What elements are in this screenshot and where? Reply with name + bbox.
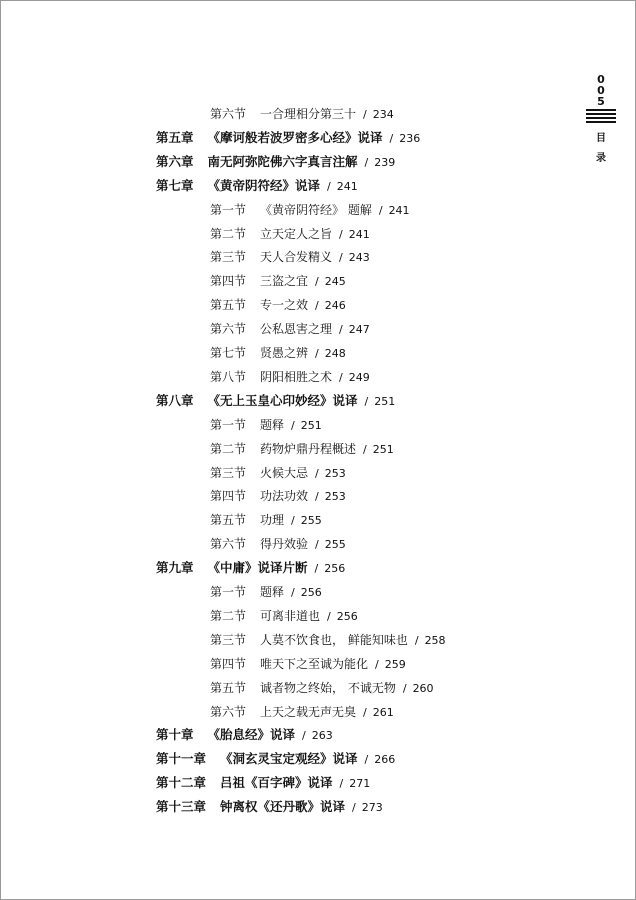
- toc-chapter-entry[interactable]: [156, 155, 395, 169]
- page-number-digit: 0: [597, 73, 605, 86]
- toc-separator: /: [363, 706, 367, 719]
- toc-page-number: 243: [348, 251, 370, 264]
- toc-section-entry[interactable]: [210, 370, 370, 384]
- toc-page-number: 253: [324, 490, 346, 503]
- toc-section-entry[interactable]: [210, 107, 394, 121]
- page-number-digit: 5: [597, 95, 605, 108]
- toc-page-number: 239: [374, 156, 396, 169]
- page-side-marker: [586, 74, 616, 169]
- toc-separator: /: [414, 634, 419, 647]
- toc-section-entry[interactable]: [210, 657, 406, 671]
- toc-entry-title: 可离非道也: [260, 609, 321, 623]
- toc-entry-title: 一合理相分第三十: [260, 107, 357, 121]
- toc-page-number: 251: [300, 419, 322, 432]
- toc-page-number: 246: [324, 299, 346, 312]
- toc-page-number: 271: [349, 777, 371, 790]
- toc-section-entry[interactable]: [210, 537, 346, 551]
- toc-entry-label: 第十二章: [156, 775, 207, 790]
- toc-section-entry[interactable]: [210, 227, 370, 241]
- toc-entry-label: 第六节: [210, 107, 247, 121]
- toc-entry-title: 贤愚之辨: [260, 346, 309, 360]
- toc-separator: /: [314, 562, 319, 575]
- toc-section-entry[interactable]: [210, 274, 346, 288]
- toc-section-entry[interactable]: [210, 298, 346, 312]
- toc-page-number: 253: [324, 467, 346, 480]
- toc-chapter-entry[interactable]: [156, 800, 383, 814]
- toc-chapter-entry[interactable]: [156, 752, 395, 766]
- toc-entry-label: 第六节: [210, 322, 247, 336]
- toc-separator: /: [339, 228, 343, 241]
- toc-page-number: 258: [424, 634, 446, 647]
- toc-page-number: 256: [336, 610, 358, 623]
- toc-entry-label: 第六节: [210, 537, 247, 551]
- toc-entry-title: 《摩诃般若波罗密多心经》说译: [207, 130, 383, 145]
- toc-entry-label: 第四节: [210, 274, 247, 288]
- toc-entry-title: 吕祖《百字碑》说译: [220, 775, 333, 790]
- toc-separator: /: [375, 658, 379, 671]
- toc-section-entry[interactable]: [210, 633, 446, 647]
- toc-separator: /: [339, 777, 344, 790]
- toc-section-entry[interactable]: [210, 203, 410, 217]
- toc-entry-title: 题释: [260, 585, 285, 599]
- toc-entry-label: 第九章: [156, 560, 194, 575]
- toc-entry-title: 火候大忌: [260, 466, 309, 480]
- toc-page-number: 255: [300, 514, 322, 527]
- toc-chapter-entry[interactable]: [156, 728, 333, 742]
- toc-separator: /: [339, 371, 343, 384]
- toc-entry-title: 《黄帝阴符经》说译: [207, 178, 321, 193]
- toc-entry-title: 《黄帝阴符经》 题解: [260, 203, 372, 217]
- toc-entry-title: 专一之效: [260, 298, 309, 312]
- toc-separator: /: [302, 729, 306, 742]
- toc-section-entry[interactable]: [210, 585, 322, 599]
- toc-page-number: 256: [324, 562, 346, 575]
- toc-entry-title: 功法功效: [260, 489, 309, 503]
- toc-chapter-entry[interactable]: [156, 776, 370, 790]
- toc-separator: /: [364, 395, 369, 408]
- toc-entry-title: 功理: [260, 513, 285, 527]
- toc-page-number: 251: [374, 395, 396, 408]
- toc-page-number: 236: [399, 132, 421, 145]
- toc-separator: /: [364, 156, 369, 169]
- toc-page-number: 263: [311, 729, 333, 742]
- toc-separator: /: [327, 180, 331, 193]
- toc-entry-title: 人莫不饮食也， 鲜能知味也: [260, 633, 408, 647]
- toc-section-entry[interactable]: [210, 418, 322, 432]
- decorative-bars: [586, 109, 616, 123]
- toc-entry-title: 药物炉鼎丹程概述: [260, 442, 357, 456]
- toc-chapter-entry[interactable]: [156, 394, 395, 408]
- toc-entry-label: 第五章: [156, 130, 194, 145]
- toc-separator: /: [315, 490, 319, 503]
- toc-page-number: 255: [324, 538, 346, 551]
- toc-entry-title: 天人合发精义: [260, 250, 333, 264]
- toc-entry-title: 题释: [260, 418, 285, 432]
- toc-separator: /: [291, 419, 295, 432]
- toc-entry-label: 第三节: [210, 250, 247, 264]
- toc-page-number: 248: [324, 347, 346, 360]
- toc-separator: /: [327, 610, 331, 623]
- toc-page-number: 273: [361, 801, 383, 814]
- toc-page-number: 259: [384, 658, 406, 671]
- toc-entry-title: 南无阿弥陀佛六字真言注解: [207, 154, 358, 169]
- toc-chapter-entry[interactable]: [156, 561, 345, 575]
- toc-section-entry[interactable]: [210, 513, 322, 527]
- toc-page-number: 241: [348, 228, 370, 241]
- toc-separator: /: [291, 586, 295, 599]
- toc-separator: /: [339, 251, 343, 264]
- toc-entry-label: 第七章: [156, 178, 194, 193]
- toc-page-number: 256: [300, 586, 322, 599]
- toc-separator: /: [363, 108, 367, 121]
- toc-section-entry[interactable]: [210, 705, 394, 719]
- toc-entry-label: 第十三章: [156, 799, 207, 814]
- toc-entry-title: 三盗之宜: [260, 274, 309, 288]
- toc-entry-label: 第三节: [210, 633, 247, 647]
- toc-entry-label: 第十章: [156, 727, 194, 742]
- toc-entry-label: 第一节: [210, 585, 247, 599]
- toc-separator: /: [339, 323, 343, 336]
- toc-entry-label: 第二节: [210, 609, 247, 623]
- section-title-char: 录: [596, 153, 606, 164]
- toc-entry-label: 第五节: [210, 513, 247, 527]
- toc-page-number: 266: [374, 753, 396, 766]
- toc-separator: /: [315, 538, 319, 551]
- toc-section-entry[interactable]: [210, 681, 434, 695]
- page-number: [586, 74, 616, 107]
- toc-entry-title: 诚者物之终始， 不诚无物: [260, 681, 396, 695]
- toc-separator: /: [389, 132, 394, 145]
- toc-separator: /: [315, 299, 319, 312]
- toc-page-number: 249: [348, 371, 370, 384]
- toc-section-entry[interactable]: [210, 346, 346, 360]
- toc-section-entry[interactable]: [210, 489, 346, 503]
- toc-entry-label: 第七节: [210, 346, 247, 360]
- toc-entry-title: 唯天下之至诚为能化: [260, 657, 369, 671]
- toc-entry-title: 阴阳相胜之术: [260, 370, 333, 384]
- toc-entry-title: 公私恩害之理: [260, 322, 333, 336]
- toc-separator: /: [402, 682, 407, 695]
- toc-entry-label: 第五节: [210, 681, 247, 695]
- toc-entry-label: 第一节: [210, 203, 247, 217]
- toc-separator: /: [352, 801, 356, 814]
- page-number-digit: 0: [597, 84, 605, 97]
- toc-chapter-entry[interactable]: [156, 179, 358, 193]
- toc-page-number: 251: [372, 443, 394, 456]
- section-title-char: 目: [596, 133, 606, 144]
- toc-entry-title: 《中庸》说译片断: [207, 560, 308, 575]
- toc-page-number: 261: [372, 706, 394, 719]
- toc-separator: /: [315, 347, 319, 360]
- toc-entry-label: 第八章: [156, 393, 194, 408]
- toc-section-entry[interactable]: [210, 466, 346, 480]
- toc-separator: /: [363, 443, 367, 456]
- toc-entry-label: 第八节: [210, 370, 247, 384]
- toc-entry-label: 第六节: [210, 705, 247, 719]
- toc-entry-label: 第二节: [210, 442, 247, 456]
- toc-section-entry[interactable]: [210, 442, 394, 456]
- toc-entry-title: 钟离权《还丹歌》说译: [220, 799, 346, 814]
- toc-section-entry[interactable]: [210, 250, 370, 264]
- toc-entry-label: 第六章: [156, 154, 194, 169]
- section-title: [586, 129, 616, 169]
- toc-section-entry[interactable]: [210, 322, 370, 336]
- toc-entry-title: 《洞玄灵宝定观经》说译: [220, 751, 358, 766]
- toc-separator: /: [378, 204, 383, 217]
- toc-page-number: 234: [372, 108, 394, 121]
- toc-entry-label: 第五节: [210, 298, 247, 312]
- toc-entry-label: 第四节: [210, 657, 247, 671]
- toc-page-number: 241: [336, 180, 358, 193]
- toc-page-number: 241: [388, 204, 410, 217]
- toc-entry-title: 得丹效验: [260, 537, 309, 551]
- toc-separator: /: [315, 467, 319, 480]
- toc-entry-label: 第三节: [210, 466, 247, 480]
- toc-entry-title: 上天之载无声无臭: [260, 705, 357, 719]
- toc-entry-title: 《无上玉皇心印妙经》说译: [207, 393, 358, 408]
- toc-separator: /: [291, 514, 295, 527]
- toc-separator: /: [315, 275, 319, 288]
- toc-entry-title: 立天定人之旨: [260, 227, 333, 241]
- toc-page-number: 260: [412, 682, 434, 695]
- toc-entry-title: 《胎息经》说译: [207, 727, 296, 742]
- toc-separator: /: [364, 753, 369, 766]
- toc-chapter-entry[interactable]: [156, 131, 420, 145]
- toc-page-number: 245: [324, 275, 346, 288]
- toc-page-number: 247: [348, 323, 370, 336]
- toc-entry-label: 第十一章: [156, 751, 207, 766]
- toc-entry-label: 第二节: [210, 227, 247, 241]
- toc-entry-label: 第四节: [210, 489, 247, 503]
- toc-section-entry[interactable]: [210, 609, 358, 623]
- toc-entry-label: 第一节: [210, 418, 247, 432]
